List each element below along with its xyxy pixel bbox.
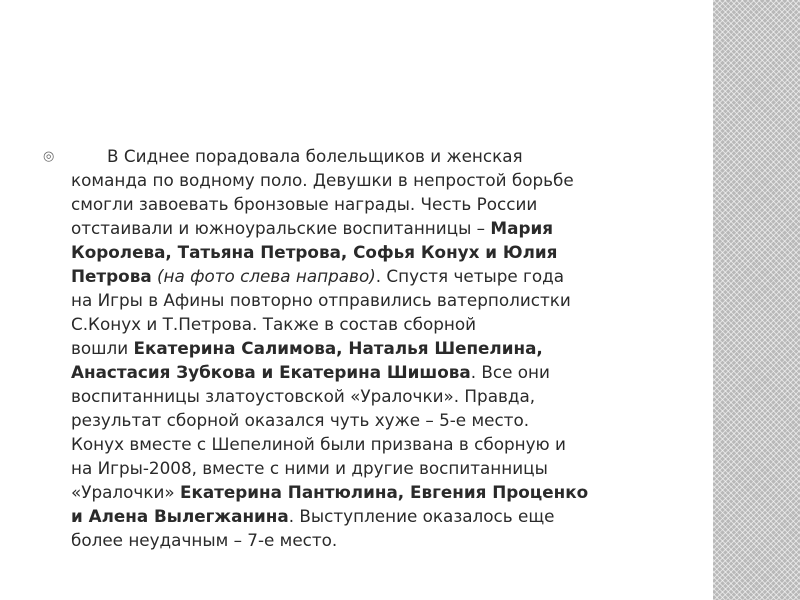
bold-name-text: Петрова: [71, 266, 152, 286]
text-line: [71, 434, 566, 454]
text-segment: . Выступление оказалось еще: [288, 506, 555, 526]
text-segment: вошли: [71, 338, 134, 358]
text-segment: В Сиднее порадовала болельщиков и женская: [107, 146, 523, 166]
text-line: [71, 410, 529, 430]
body-paragraph: [71, 144, 703, 552]
bold-name-text: Мария: [490, 218, 553, 238]
text-segment: на Игры в Афины повторно отправились ватерполистки: [71, 290, 571, 310]
text-segment: С.Конух и Т.Петрова. Также в состав сборной: [71, 314, 477, 334]
text-segment: . Спустя четыре года: [375, 266, 565, 286]
text-line: [71, 530, 337, 550]
text-segment: более неудачным – 7-е место.: [71, 530, 338, 550]
text-line: [71, 338, 543, 358]
text-line: [71, 386, 535, 406]
text-line: [71, 458, 548, 478]
circle-bullet-icon: ◎: [43, 149, 55, 164]
text-line: [71, 506, 554, 526]
text-segment: смогли завоевать бронзовые награды. Честь России: [71, 194, 538, 214]
text-line: [71, 314, 476, 334]
bold-name-text: и Алена Вылегжанина: [71, 506, 289, 526]
text-segment: команда по водному поло. Девушки в непростой борьбе: [71, 170, 574, 190]
text-line: [71, 194, 537, 214]
text-segment: результат сборной оказался чуть хуже – 5-е место.: [71, 410, 530, 430]
text-segment: на Игры-2008, вместе с ними и другие воспитанницы: [71, 458, 548, 478]
text-line: [71, 266, 564, 286]
text-line: [71, 482, 588, 502]
text-line: [71, 170, 574, 190]
text-segment: воспитанницы златоустовской «Уралочки». Правда,: [71, 386, 536, 406]
text-segment: Конух вместе с Шепелиной были призвана в сборную и: [71, 434, 566, 454]
bold-name-text: Королева, Татьяна Петрова, Софья Конух и Юлия: [71, 242, 558, 262]
text-segment: «Уралочки»: [71, 482, 180, 502]
decorative-side-stripe: [713, 0, 800, 600]
bold-name-text: Анастасия Зубкова и Екатерина Шишова: [71, 362, 471, 382]
bold-name-text: Екатерина Пантюлина, Евгения Проценко: [179, 482, 589, 502]
text-segment: . Все они: [470, 362, 550, 382]
italic-caption-text: (на фото слева направо): [151, 266, 376, 286]
text-segment: отстаивали и южноуральские воспитанницы –: [71, 218, 491, 238]
text-line: [71, 218, 553, 238]
text-line: [71, 146, 523, 166]
text-line: [71, 242, 557, 262]
text-line: [71, 290, 571, 310]
text-line: [71, 362, 550, 382]
bold-name-text: Екатерина Салимова, Наталья Шепелина,: [133, 338, 543, 358]
